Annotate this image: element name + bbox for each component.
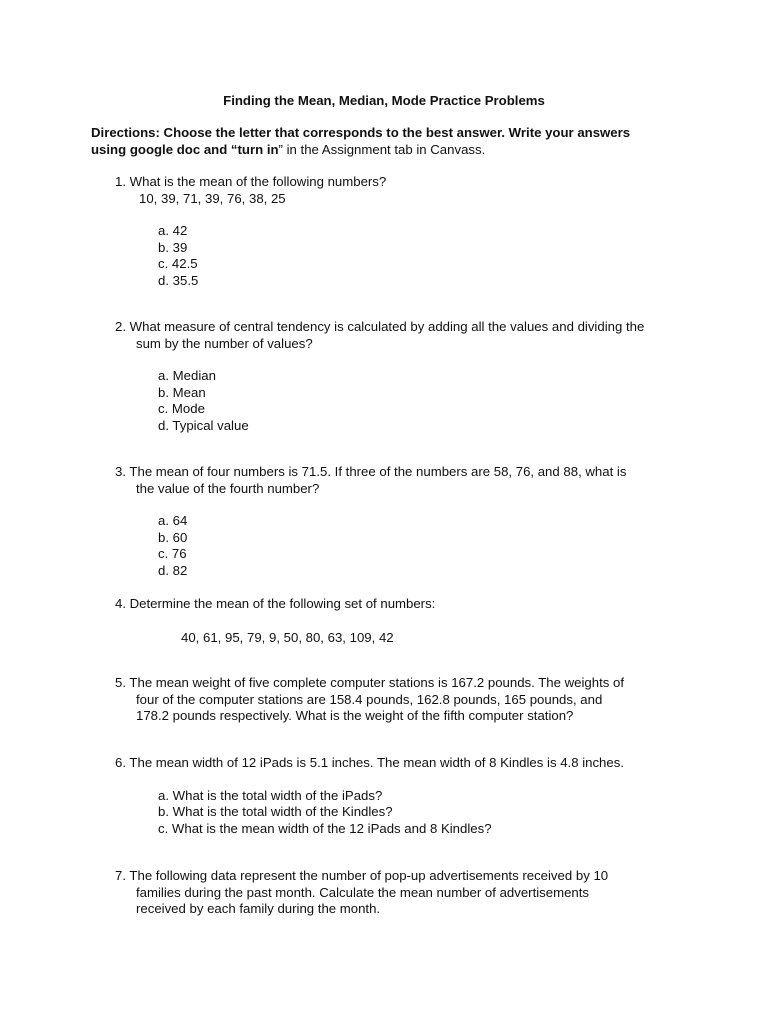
directions-line-1: Directions: Choose the letter that corresponds to the best answer. Write your answers — [91, 125, 631, 140]
option-c: c. Mode — [158, 401, 205, 416]
question-1 — [115, 174, 695, 289]
question-2-options — [115, 368, 695, 434]
question-3-stem: 3. The mean of four numbers is 71.5. If three of the numbers are 58, 76, and 88, what is — [115, 464, 627, 479]
question-4-stem: 4. Determine the mean of the following set of numbers: — [115, 596, 436, 611]
option-c: c. 42.5 — [158, 256, 198, 271]
directions-line-2 — [91, 142, 691, 159]
question-7-stem: 7. The following data represent the number of pop-up advertisements received by 10 — [115, 868, 609, 883]
option-b: b. Mean — [158, 384, 206, 400]
option-c: c. 76 — [158, 546, 187, 561]
page-title: Finding the Mean, Median, Mode Practice Problems — [223, 93, 545, 108]
question-6 — [115, 755, 695, 837]
question-5 — [115, 675, 695, 725]
question-6-stem: 6. The mean width of 12 iPads is 5.1 inches. The mean width of 8 Kindles is 4.8 inches. — [115, 755, 624, 770]
question-2 — [115, 319, 695, 434]
question-2-stem-cont: sum by the number of values? — [136, 335, 313, 351]
option-b: b. 60 — [158, 529, 188, 545]
option-d: d. Typical value — [158, 417, 249, 433]
option-b: b. 39 — [158, 239, 188, 255]
option-a: a. 42 — [158, 223, 188, 238]
question-7 — [115, 868, 695, 918]
question-4 — [115, 596, 695, 646]
option-c: c. What is the mean width of the 12 iPads and 8 Kindles? — [158, 820, 492, 836]
question-1-data: 10, 39, 71, 39, 76, 38, 25 — [139, 190, 286, 206]
question-3-options — [115, 513, 695, 579]
question-1-options — [115, 223, 695, 289]
option-a: a. What is the total width of the iPads? — [158, 787, 383, 803]
directions-normal-part: ” in the Assignment tab in Canvass. — [278, 141, 486, 157]
question-3 — [115, 464, 695, 579]
question-4-data: 40, 61, 95, 79, 9, 50, 80, 63, 109, 42 — [181, 629, 394, 645]
option-b: b. What is the total width of the Kindles? — [158, 804, 393, 819]
option-d: d. 35.5 — [158, 272, 199, 288]
question-7-stem-cont-1: families during the past month. Calculate the mean number of advertisements — [136, 884, 590, 900]
option-a: a. Median — [158, 368, 216, 383]
question-1-stem: 1. What is the mean of the following numbers? — [115, 174, 387, 189]
question-6-options — [115, 788, 695, 838]
option-a: a. 64 — [158, 513, 188, 528]
directions — [91, 125, 691, 158]
question-3-stem-cont: the value of the fourth number? — [136, 480, 320, 496]
directions-bold-part: using google doc and “turn in — [91, 141, 279, 157]
question-7-stem-cont-2: received by each family during the month. — [136, 901, 381, 916]
question-5-stem-cont-2: 178.2 pounds respectively. What is the weight of the fifth computer station? — [136, 708, 574, 723]
question-5-stem-cont-1: four of the computer stations are 158.4 pounds, 162.8 pounds, 165 pounds, and — [136, 691, 603, 707]
option-d: d. 82 — [158, 562, 188, 578]
question-2-stem: 2. What measure of central tendency is calculated by adding all the values and dividing the — [115, 319, 645, 334]
question-5-stem: 5. The mean weight of five complete computer stations is 167.2 pounds. The weights of — [115, 675, 624, 690]
